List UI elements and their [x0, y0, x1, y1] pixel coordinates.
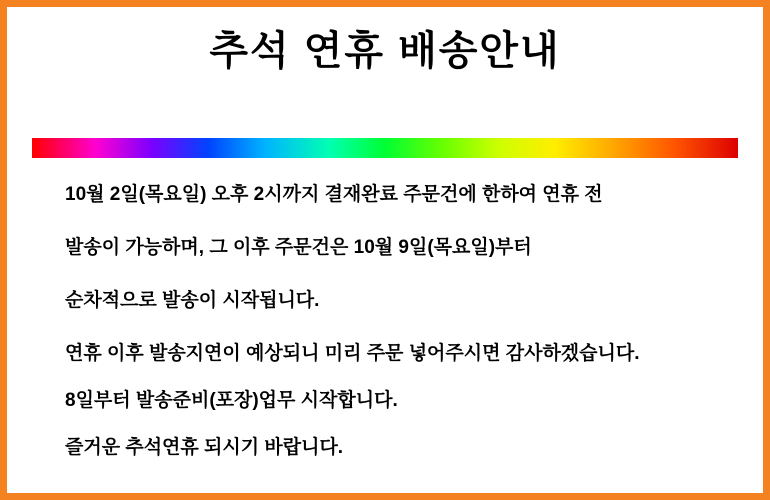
notice-line-6: 즐거운 추석연휴 되시기 바랍니다.	[65, 437, 344, 458]
rainbow-gradient-bar	[32, 138, 738, 158]
notice-body	[65, 185, 743, 457]
notice-line-5: 8일부터 발송준비(포장)업무 시작합니다.	[65, 390, 398, 411]
notice-line-1: 10월 2일(목요일) 오후 2시까지 결재완료 주문건에 한하여 연휴 전	[65, 184, 603, 205]
notice-line-3: 순차적으로 발송이 시작됩니다.	[65, 290, 320, 311]
notice-title: 추석 연휴 배송안내	[209, 29, 561, 73]
notice-line-2: 발송이 가능하며, 그 이후 주문건은 10월 9일(목요일)부터	[65, 237, 532, 258]
notice-line-4: 연휴 이후 발송지연이 예상되니 미리 주문 넣어주시면 감사하겠습니다.	[65, 343, 640, 364]
